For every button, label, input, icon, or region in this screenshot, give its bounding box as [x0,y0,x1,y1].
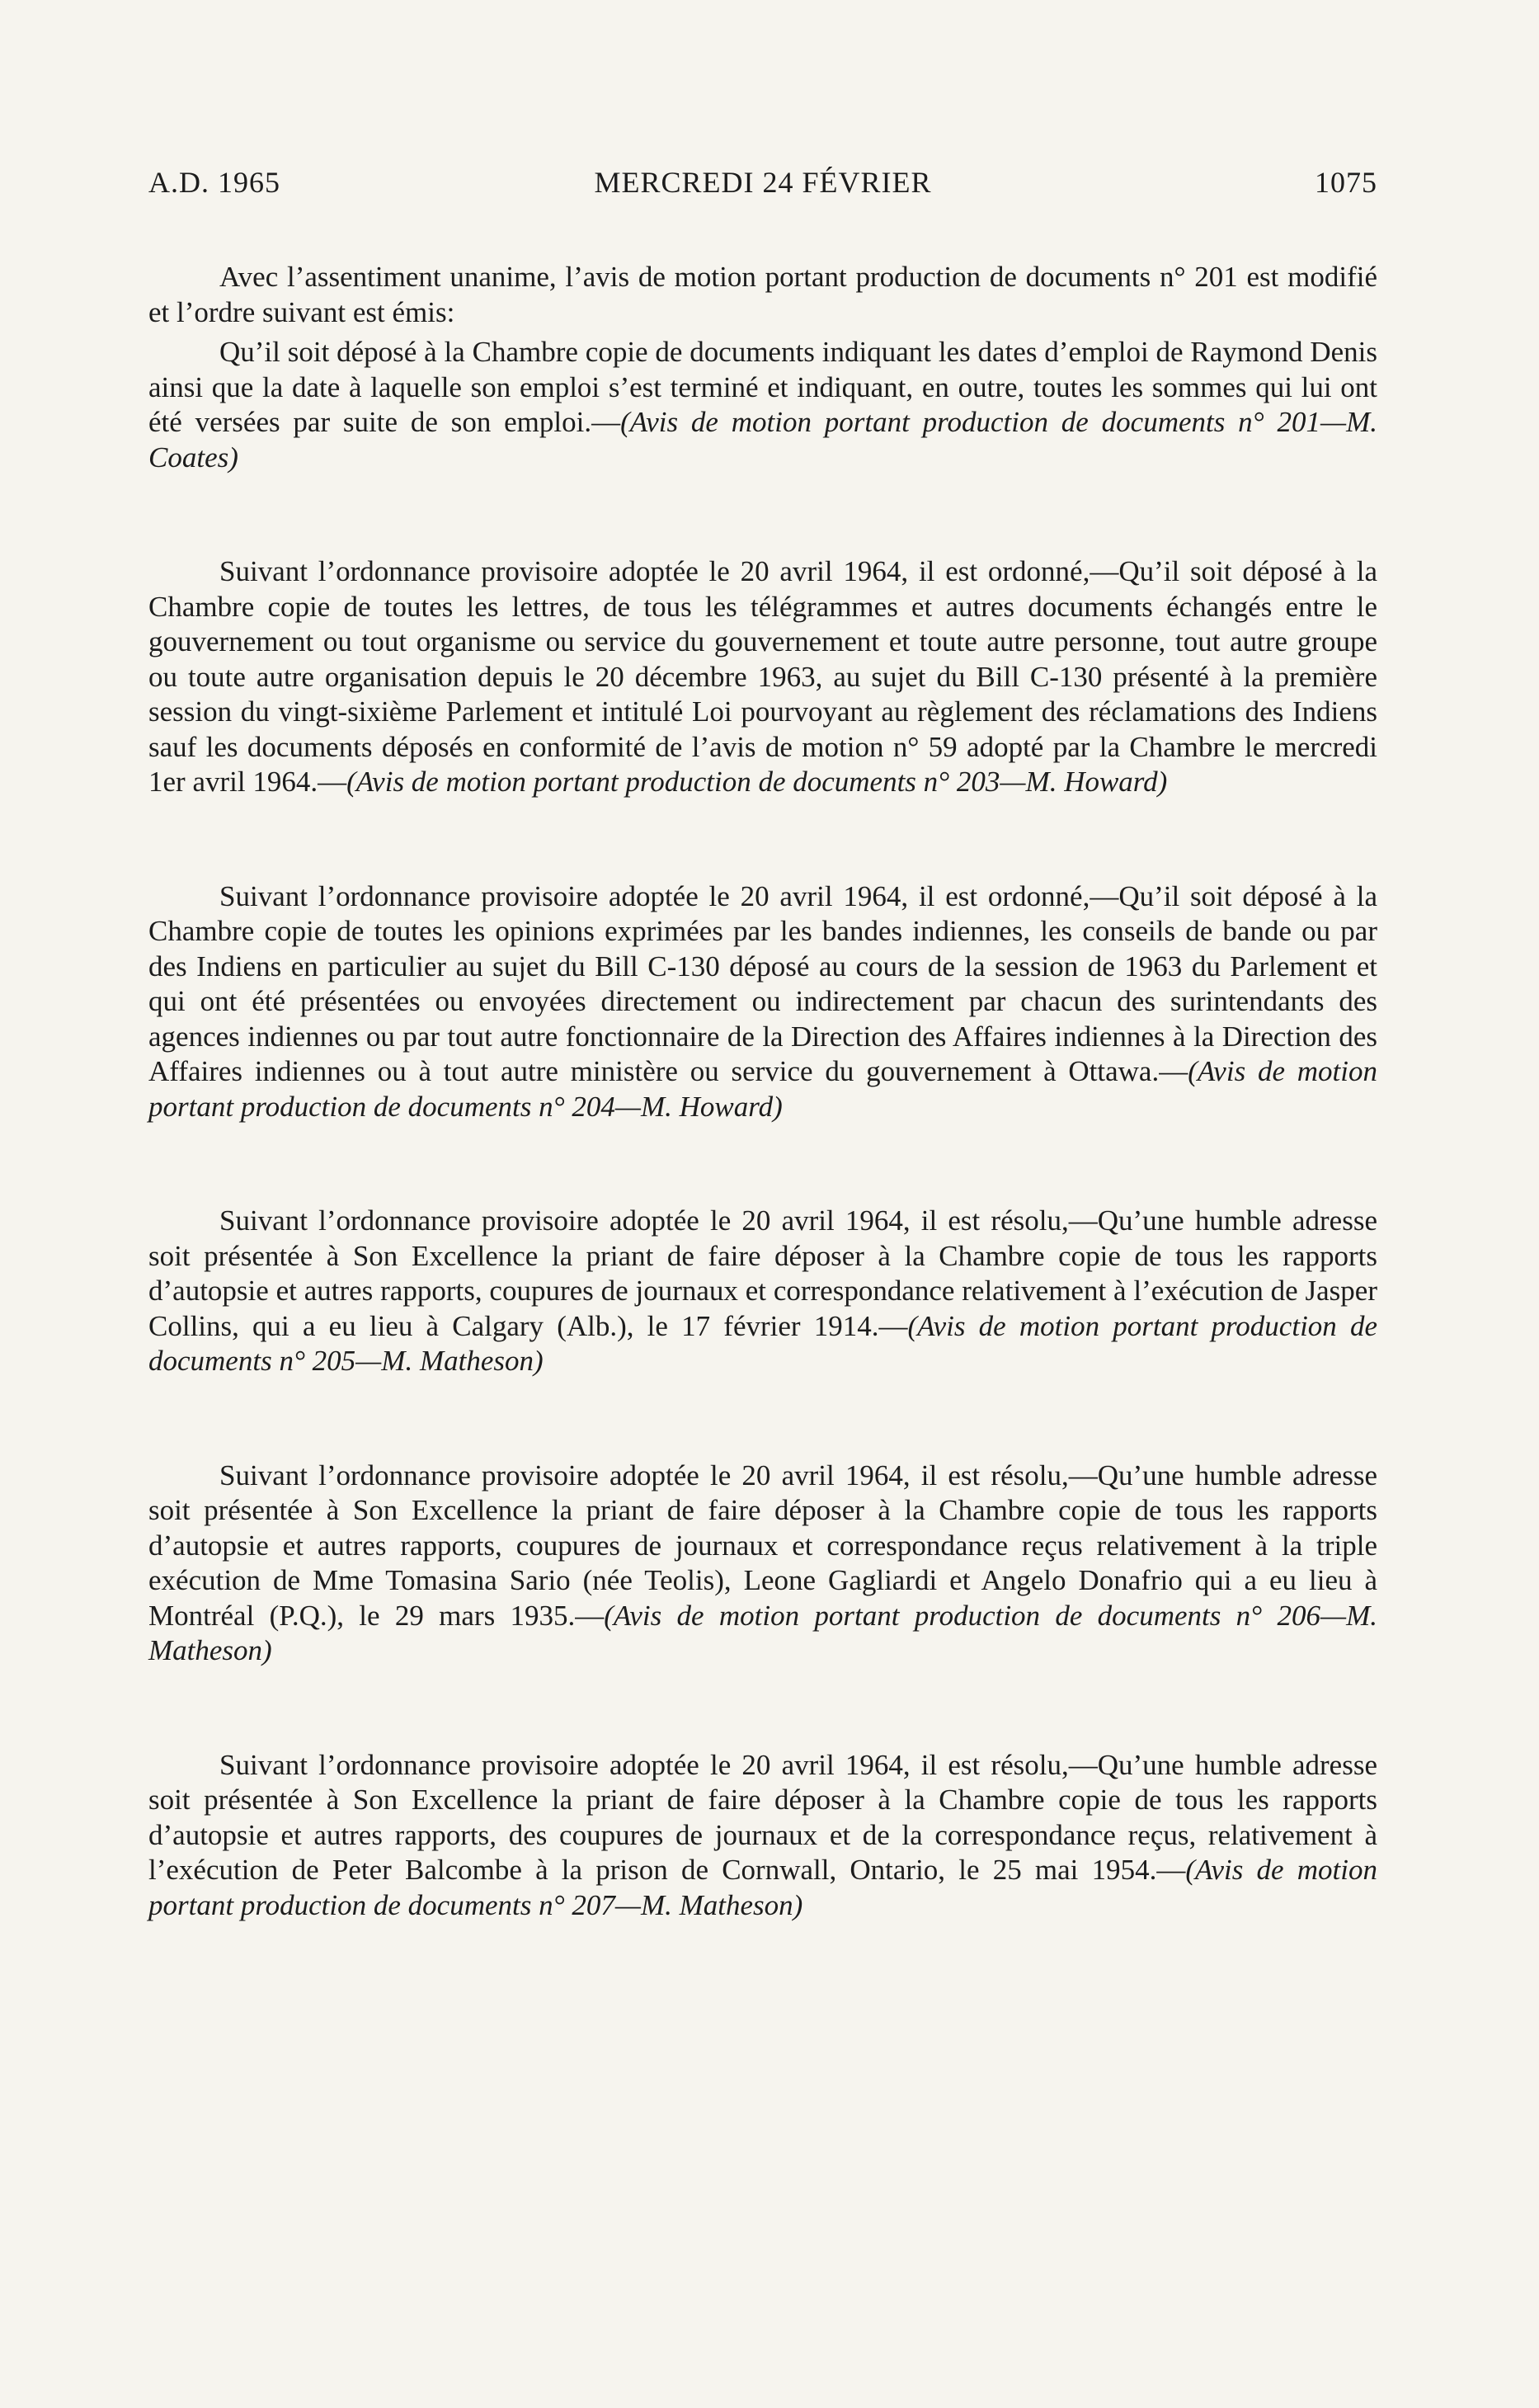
motion-206-text: Suivant l’ordonnance provisoire adoptée le 20 avril 1964, il est résolu,—Qu’une humble adresse soit présentée à Son Excellence la priant de faire déposer à la Chambre copie de tous les rapports d’autopsie et autres rapports, coupures de journaux et correspondance reçus relativement à la triple exécution de Mme Tomasina Sario (née Teolis), Leone Gagliardi et Angelo Donafrio qui a eu lieu à Montréal (P.Q.), le 29 mars 1935.— [148,1458,1377,1632]
page-number: 1075 [1315,166,1377,199]
motion-201 [148,260,1377,475]
motion-205-reference: (Avis de motion portant production de documents n° 205—M. Matheson) [148,1309,1377,1377]
motion-206 [148,1458,1377,1669]
motion-203-text: Suivant l’ordonnance provisoire adoptée le 20 avril 1964, il est ordonné,—Qu’il soit déposé à la Chambre copie de toutes les lettres, de tous les télégrammes et autres documents échangés entre le gouvernement ou tout organisme ou service du gouvernement et toute autre personne, tout autre groupe ou toute autre organisation depuis le 20 décembre 1963, au sujet du Bill C-130 présenté à la première session du vingt-sixième Parlement et intitulé Loi pourvoyant au règlement des réclamations des Indiens sauf les documents déposés en conformité de l’avis de motion n° 59 adopté par la Chambre le mercredi 1er avril 1964.— [148,555,1377,798]
motion-207-reference: (Avis de motion portant production de documents n° 207—M. Matheson) [148,1854,1377,1921]
motion-203-reference: (Avis de motion portant production de documents n° 203—M. Howard) [346,766,1168,798]
motion-203 [148,554,1377,800]
motion-204-text: Suivant l’ordonnance provisoire adoptée le 20 avril 1964, il est ordonné,—Qu’il soit déposé à la Chambre copie de toutes les opinions exprimées par les bandes indiennes, les conseils de bande ou par des Indiens en particulier au sujet du Bill C-130 déposé au cours de la session de 1963 du Parlement et qui ont été présentées ou envoyées directement ou indirectement par chacun des surintendants des agences indiennes ou par tout autre fonctionnaire de la Direction des Affaires indiennes à la Direction des Affaires indiennes ou à tout autre ministère ou service du gouvernement à Ottawa.— [148,879,1377,1087]
motion-205-text: Suivant l’ordonnance provisoire adoptée le 20 avril 1964, il est résolu,—Qu’une humble adresse soit présentée à Son Excellence la priant de faire déposer à la Chambre copie de tous les rapports d’autopsie et autres rapports, coupures de journaux et correspondance relativement à l’exécution de Jasper Collins, qui a eu lieu à Calgary (Alb.), le 17 février 1914.— [148,1204,1377,1342]
motion-201-text: Qu’il soit déposé à la Chambre copie de documents indiquant les dates d’emploi de Raymond Denis ainsi que la date à laquelle son emploi s’est terminé et indiquant, en outre, toutes les sommes qui lui ont été versées par suite de son emploi.— [148,336,1377,438]
header-year: A.D. 1965 [148,166,280,199]
motion-201-reference: (Avis de motion portant production de documents n° 201—M. Coates) [148,406,1377,474]
motion-204 [148,879,1377,1125]
page-header [148,165,1377,214]
motion-204-reference: (Avis de motion portant production de documents n° 204—M. Howard) [148,1055,1377,1123]
document-page [148,165,1377,1923]
motion-207-text: Suivant l’ordonnance provisoire adoptée le 20 avril 1964, il est résolu,—Qu’une humble adresse soit présentée à Son Excellence la priant de faire déposer à la Chambre copie de tous les rapports d’autopsie et autres rapports, des coupures de journaux et de la correspondance reçus, relativement à l’exécution de Peter Balcombe à la prison de Cornwall, Ontario, le 25 mai 1954.— [148,1748,1377,1886]
motion-207 [148,1748,1377,1924]
motion-205 [148,1204,1377,1379]
motion-201-body [148,335,1377,475]
header-date: MERCREDI 24 FÉVRIER [594,166,932,199]
motion-201-intro: Avec l’assentiment unanime, l’avis de motion portant production de documents n° 201 est modifié et l’ordre suivant est émis: [148,261,1377,328]
motion-206-reference: (Avis de motion portant production de documents n° 206—M. Matheson) [148,1599,1377,1666]
